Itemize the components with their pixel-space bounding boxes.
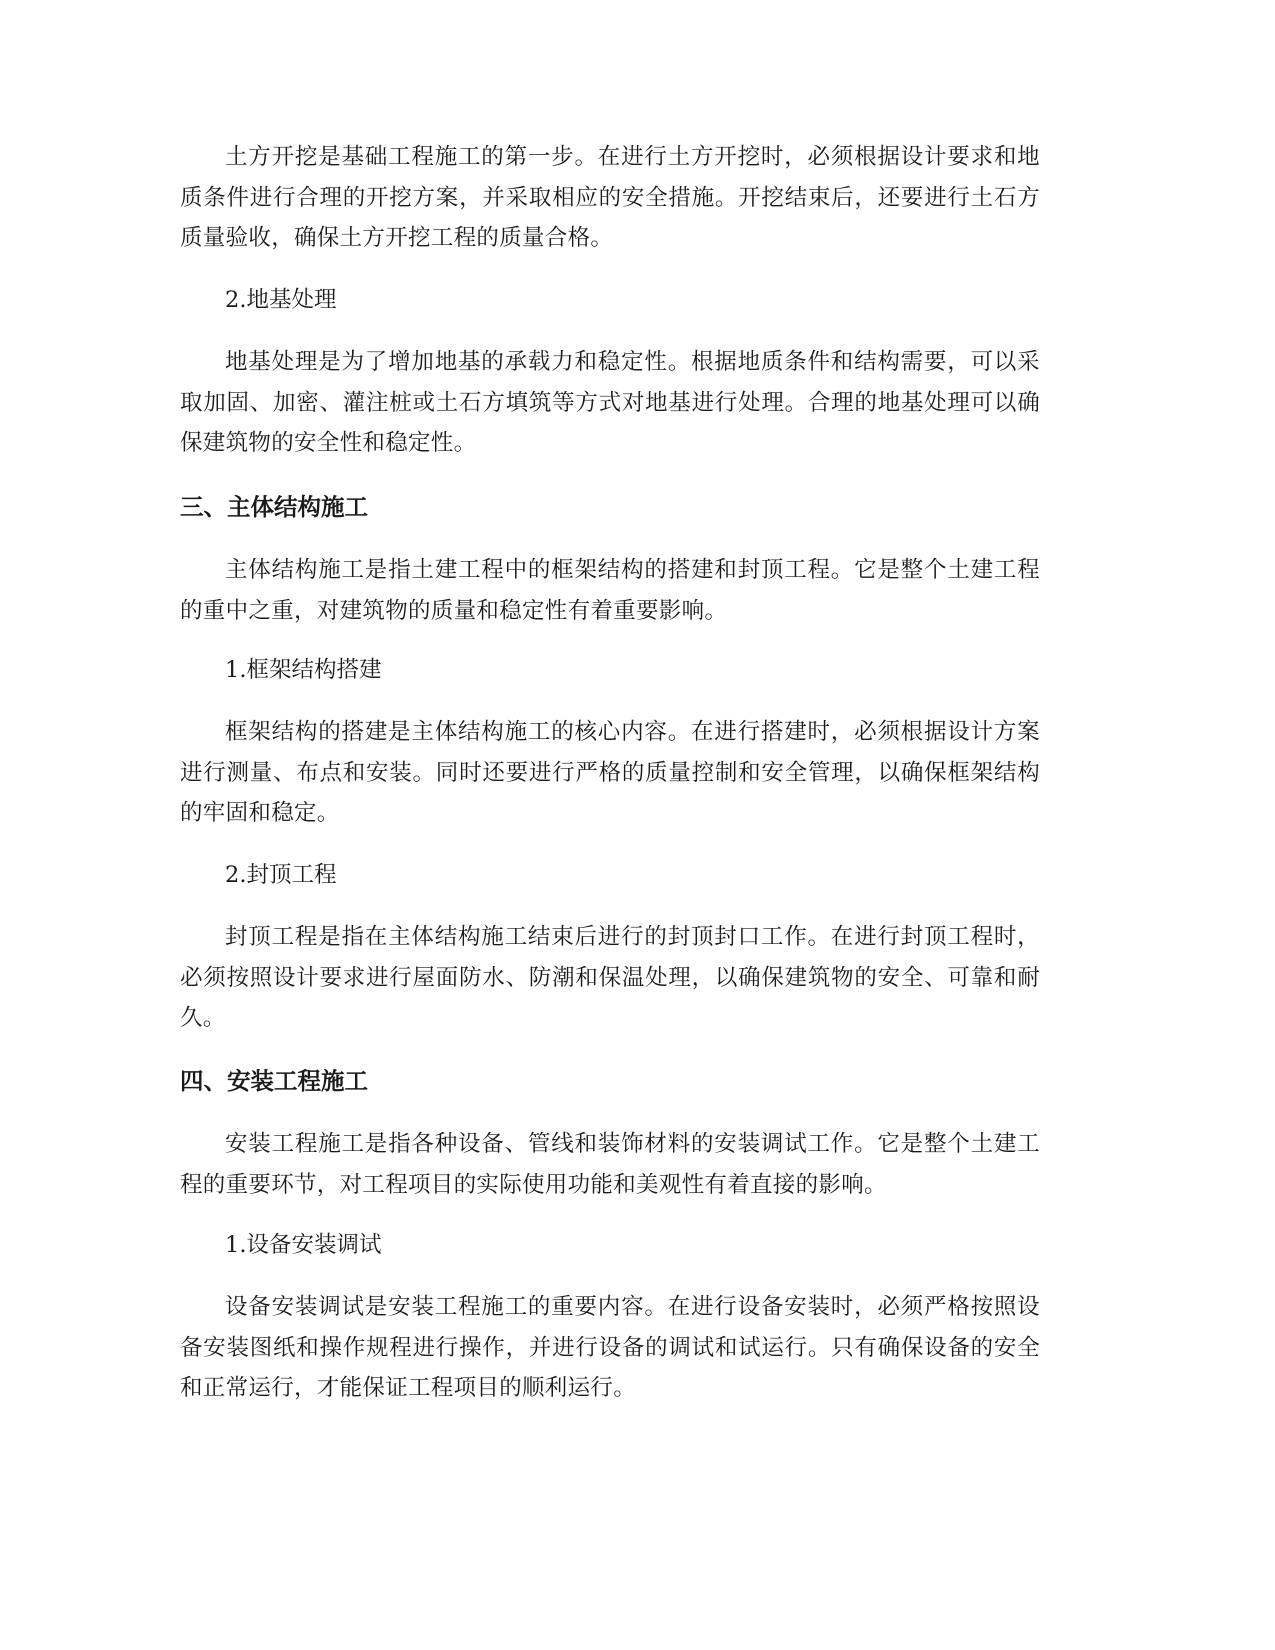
paragraph-equipment-installation: 设备安装调试是安装工程施工的重要内容。在进行设备安装时，必须严格按照设备安装图纸和操作规程进行操作，并进行设备的调试和试运行。只有确保设备的安全和正常运行，才能保证工程项目的顺利运行。: [180, 1294, 1040, 1401]
paragraph-foundation-treatment: 地基处理是为了增加地基的承载力和稳定性。根据地质条件和结构需要，可以采取加固、加密、灌注桩或土石方填筑等方式对地基进行处理。合理的地基处理可以确保建筑物的安全性和稳定性。: [180, 349, 1040, 456]
section-heading-installation: 四、安装工程施工: [180, 1067, 368, 1095]
subheading-roof-sealing: 2.封顶工程: [225, 862, 337, 888]
subheading-foundation-treatment: 2.地基处理: [225, 287, 337, 313]
paragraph-frame-structure: 框架结构的搭建是主体结构施工的核心内容。在进行搭建时，必须根据设计方案进行测量、布点和安装。同时还要进行严格的质量控制和安全管理，以确保框架结构的牢固和稳定。: [180, 719, 1040, 826]
paragraph-roof-sealing: 封顶工程是指在主体结构施工结束后进行的封顶封口工作。在进行封顶工程时，必须按照设计要求进行屋面防水、防潮和保温处理，以确保建筑物的安全、可靠和耐久。: [180, 924, 1040, 1031]
paragraph-earthwork: 土方开挖是基础工程施工的第一步。在进行土方开挖时，必须根据设计要求和地质条件进行合理的开挖方案，并采取相应的安全措施。开挖结束后，还要进行土石方质量验收，确保土方开挖工程的质量合格。: [180, 144, 1040, 251]
subheading-equipment-installation: 1.设备安装调试: [225, 1232, 382, 1258]
paragraph-installation: 安装工程施工是指各种设备、管线和装饰材料的安装调试工作。它是整个土建工程的重要环节，对工程项目的实际使用功能和美观性有着直接的影响。: [180, 1131, 1040, 1198]
paragraph-main-structure: 主体结构施工是指土建工程中的框架结构的搭建和封顶工程。它是整个土建工程的重中之重，对建筑物的质量和稳定性有着重要影响。: [180, 557, 1040, 624]
section-heading-main-structure: 三、主体结构施工: [180, 493, 368, 521]
subheading-frame-structure: 1.框架结构搭建: [225, 657, 382, 683]
